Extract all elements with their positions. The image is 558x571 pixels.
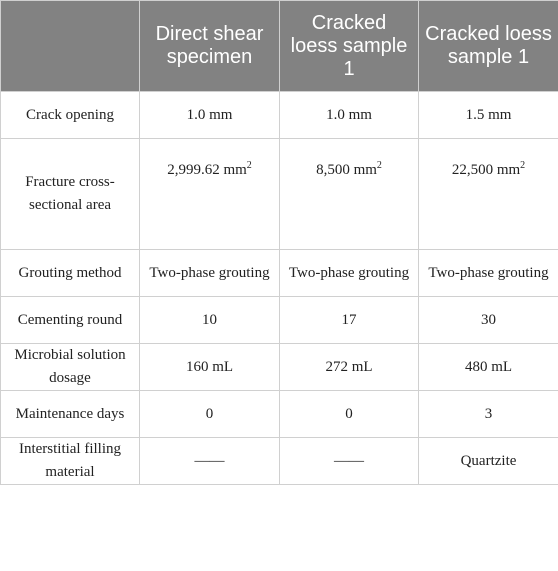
table-cell: Two-phase grouting xyxy=(280,250,419,297)
table-cell: Quartzite xyxy=(419,438,558,485)
table-row xyxy=(1,92,558,139)
row-label: Crack opening xyxy=(1,92,140,139)
row-label: Maintenance days xyxy=(1,391,140,438)
row-label: Fracture cross-sectional area xyxy=(1,139,140,250)
unit-exponent: 2 xyxy=(246,160,252,171)
unit-exponent: 2 xyxy=(520,160,526,171)
table-cell: 3 xyxy=(419,391,558,438)
table-cell xyxy=(280,139,419,250)
cell-value: 8,500 mm xyxy=(316,162,377,178)
table-cell xyxy=(419,139,558,250)
table-cell: 30 xyxy=(419,297,558,344)
table-row xyxy=(1,344,558,391)
table-cell: 1.0 mm xyxy=(140,92,280,139)
table-cell: 0 xyxy=(280,391,419,438)
table-cell: 1.5 mm xyxy=(419,92,558,139)
header-cell-cracked-loess-2: Cracked loess sample 1 xyxy=(419,1,558,92)
table-cell: 17 xyxy=(280,297,419,344)
unit-exponent: 2 xyxy=(376,160,382,171)
table-cell: —— xyxy=(280,438,419,485)
table-cell: 160 mL xyxy=(140,344,280,391)
row-label: Microbial solution dosage xyxy=(1,344,140,391)
table-cell: 10 xyxy=(140,297,280,344)
table-cell: Two-phase grouting xyxy=(419,250,558,297)
row-label: Cementing round xyxy=(1,297,140,344)
cell-value: 22,500 mm xyxy=(451,162,521,178)
row-label: Grouting method xyxy=(1,250,140,297)
table-row xyxy=(1,250,558,297)
table-row xyxy=(1,297,558,344)
cell-value: 2,999.62 mm xyxy=(167,162,247,178)
row-label: Interstitial filling material xyxy=(1,438,140,485)
table-row xyxy=(1,139,558,250)
header-cell-empty xyxy=(1,1,140,92)
table-row xyxy=(1,391,558,438)
table-cell: 1.0 mm xyxy=(280,92,419,139)
table-row xyxy=(1,438,558,485)
header-cell-direct-shear: Direct shear specimen xyxy=(140,1,280,92)
header-row xyxy=(1,1,558,92)
header-cell-cracked-loess-1: Cracked loess sample 1 xyxy=(280,1,419,92)
table-cell: 272 mL xyxy=(280,344,419,391)
table-cell: —— xyxy=(140,438,280,485)
table-cell xyxy=(140,139,280,250)
table-cell: Two-phase grouting xyxy=(140,250,280,297)
table-cell: 0 xyxy=(140,391,280,438)
table-cell: 480 mL xyxy=(419,344,558,391)
